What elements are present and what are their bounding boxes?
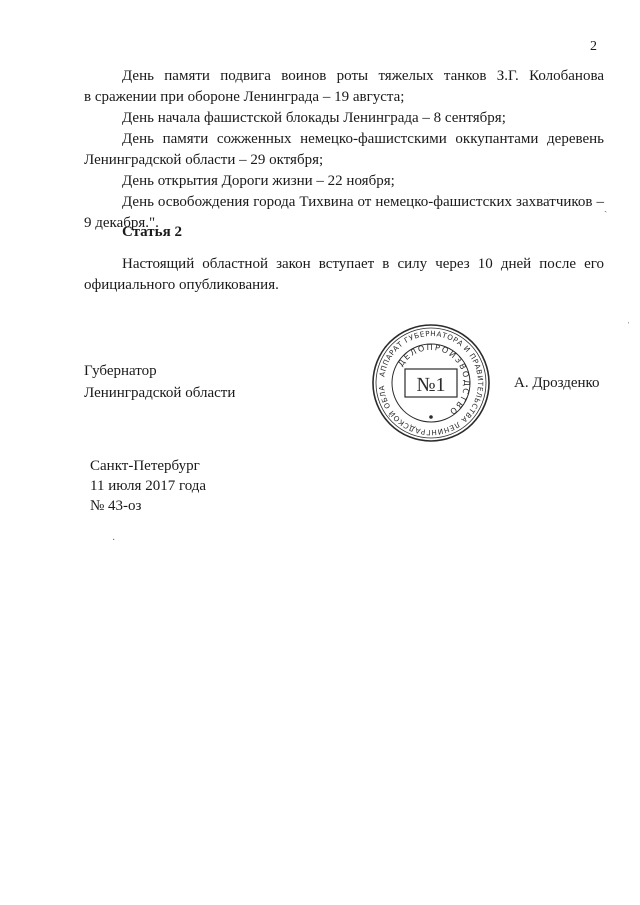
memorial-day-line: День памяти подвига воинов роты тяжелых танков З.Г. Колобанова — [122, 68, 604, 84]
memorial-day-line: в сражении при обороне Ленинграда – 19 августа; — [84, 89, 405, 105]
article-heading: Статья 2 — [122, 224, 182, 240]
memorial-day-line: День открытия Дороги жизни – 22 ноября; — [122, 173, 395, 189]
memorial-day-line: День начала фашистской блокады Ленинграда – 8 сентября; — [122, 110, 506, 126]
scan-mark: · — [112, 535, 116, 546]
memorial-day-line: Ленинградской области – 29 октября; — [84, 152, 324, 168]
scan-mark: ˈ — [627, 321, 631, 332]
memorial-day-item — [84, 129, 604, 171]
memorial-day-item — [84, 66, 604, 108]
stamp-inner-text: ДЕЛОПРОИЗВОДСТВО — [396, 342, 472, 418]
signatory-title-line: Ленинградской области — [84, 385, 236, 401]
memorial-day-line: День памяти сожженных немецко-фашистскими оккупантами деревень — [122, 131, 604, 147]
article-text-line: Настоящий областной закон вступает в силу через 10 дней после его — [122, 256, 604, 272]
stamp-graphic — [369, 321, 493, 445]
memorial-day-item — [84, 108, 604, 129]
footer-city: Санкт-Петербург — [90, 458, 200, 474]
document-footer — [90, 456, 206, 516]
stamp-outer-text: АППАРАТ ГУБЕРНАТОРА И ПРАВИТЕЛЬСТВА ЛЕНИНГРАДСКОЙ ОБЛА — [376, 328, 486, 438]
memorial-day-item — [84, 171, 604, 192]
memorial-days-list — [84, 66, 604, 234]
stamp-center-number: №1 — [416, 374, 446, 396]
footer-law-number: № 43-оз — [90, 498, 142, 514]
scan-mark: ˏ — [604, 202, 608, 213]
page-number: 2 — [590, 39, 597, 54]
article-text-line: официального опубликования. — [84, 277, 279, 293]
footer-date: 11 июля 2017 года — [90, 478, 207, 494]
memorial-day-line: 9 декабря.". — [84, 215, 159, 231]
signatory-title-line: Губернатор — [84, 363, 157, 379]
article-text — [84, 254, 604, 296]
signatory-name: А. Дрозденко — [514, 375, 600, 391]
official-stamp — [369, 321, 493, 445]
signatory-title — [84, 360, 235, 404]
memorial-day-line: День освобождения города Тихвина от немецко-фашистских захватчиков – — [122, 194, 604, 210]
